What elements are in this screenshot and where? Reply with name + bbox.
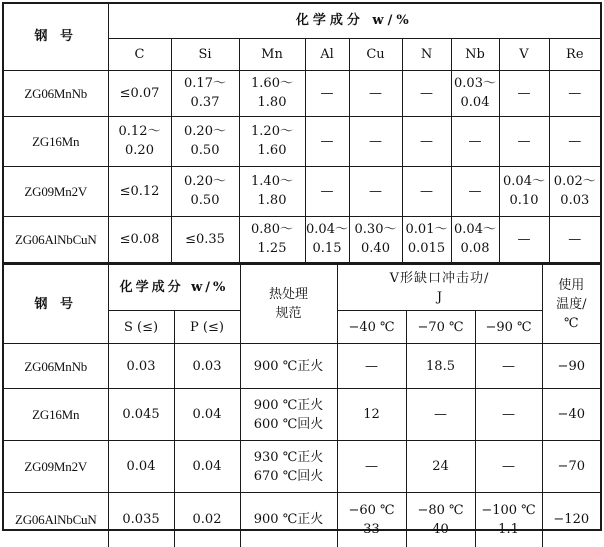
composition-cell: [239, 216, 305, 263]
impact-header: [337, 265, 542, 311]
composition-cell: [108, 216, 171, 263]
composition-cell-line: 0.10: [509, 193, 539, 208]
s-value: 0.045: [108, 389, 174, 441]
composition-cell: [171, 166, 239, 216]
composition-cell-line: 0.40: [361, 241, 390, 257]
impact-40-cell: [337, 493, 406, 547]
properties-table: [4, 264, 600, 547]
temp-header-70: −70 ℃: [406, 311, 475, 344]
s-value: 0.035: [108, 493, 174, 547]
impact-70-cell: [406, 441, 475, 493]
steel-grade-header: 钢 号: [4, 4, 108, 70]
p-value: 0.04: [174, 441, 240, 493]
composition-cell: [451, 216, 499, 263]
impact-40-cell: [337, 441, 406, 493]
impact-70-cell-line: 40: [432, 521, 449, 537]
composition-cell-line: 0.02～: [553, 174, 596, 189]
composition-cell-line: 0.04: [460, 95, 490, 110]
composition-cell: [171, 70, 239, 116]
heat-treatment-cell: [240, 441, 337, 493]
impact-40-cell: [337, 389, 406, 441]
heat-treatment-cell-line: 900 ℃正火: [253, 512, 324, 528]
composition-cell-line: —: [369, 133, 382, 149]
steel-grade: ZG16Mn: [4, 389, 108, 441]
composition-cell: [499, 166, 549, 216]
heat-treatment-cell-line: 900 ℃正火: [253, 358, 324, 374]
impact-70-cell: [406, 493, 475, 547]
element-header-si: Si: [171, 38, 239, 70]
temp-header-90: −90 ℃: [475, 311, 542, 344]
composition-cell-line: —: [420, 183, 433, 199]
element-header-nb: Nb: [451, 38, 499, 70]
composition-cell: [108, 70, 171, 116]
element-header-mn: Mn: [239, 38, 305, 70]
steel-spec-sheet: [2, 2, 602, 537]
heat-treatment-cell: [240, 389, 337, 441]
composition-cell: [402, 70, 451, 116]
chem-composition-header: 化学成分 w/%: [108, 4, 600, 38]
composition-cell-line: 0.50: [190, 193, 220, 208]
composition-cell: [305, 216, 349, 263]
impact-90-cell-line: —: [502, 407, 516, 422]
steel-grade: ZG09Mn2V: [4, 166, 108, 216]
p-value: 0.02: [174, 493, 240, 547]
composition-cell-line: 0.20～: [184, 124, 226, 139]
composition-cell: [349, 70, 402, 116]
composition-cell-line: —: [468, 133, 482, 149]
impact-40-cell-line: —: [365, 358, 379, 374]
composition-cell-line: 0.20: [125, 143, 154, 158]
composition-cell-line: 0.04～: [306, 222, 348, 238]
composition-cell-line: ≤0.35: [185, 231, 225, 247]
composition-cell-line: ≤0.12: [119, 183, 160, 199]
heat-treatment-header: [240, 265, 337, 344]
composition-cell-line: 0.03: [560, 193, 590, 208]
composition-cell-line: 1.80: [257, 193, 287, 208]
element-header-cu: Cu: [349, 38, 402, 70]
composition-cell-line: 0.015: [407, 241, 446, 257]
p-value: 0.04: [174, 389, 240, 441]
composition-cell: [549, 166, 600, 216]
impact-40-cell-line: 12: [363, 407, 380, 422]
use-temp-value: −70: [542, 441, 600, 493]
heat-treatment-cell-line: 900 ℃正火: [253, 397, 324, 413]
heat-treatment-cell: [240, 493, 337, 547]
composition-cell-line: 0.12～: [118, 124, 161, 139]
composition-cell-line: ≤0.07: [119, 85, 160, 101]
s-header: S (≤): [108, 311, 174, 344]
composition-cell: [499, 116, 549, 166]
composition-cell-line: 0.04～: [503, 174, 545, 189]
impact-70-cell-line: −80 ℃: [417, 502, 464, 518]
use-temp-header: [542, 265, 600, 344]
composition-cell-line: 0.80～: [251, 222, 293, 238]
composition-cell-line: 1.60: [257, 143, 287, 158]
table-row: [4, 389, 600, 441]
use-temp-line1: 使用: [558, 277, 585, 293]
composition-cell-line: 0.15: [312, 241, 342, 257]
heat-treatment-cell: [240, 344, 337, 389]
composition-cell-line: —: [568, 133, 582, 149]
composition-cell: [171, 216, 239, 263]
steel-grade: ZG06MnNb: [4, 70, 108, 116]
composition-cell-line: 0.50: [190, 143, 220, 158]
composition-cell-line: 0.04～: [454, 222, 496, 238]
composition-cell-line: —: [420, 133, 433, 149]
composition-cell: [305, 116, 349, 166]
impact-40-cell: [337, 344, 406, 389]
steel-grade: ZG09Mn2V: [4, 441, 108, 493]
composition-cell: [549, 116, 600, 166]
heat-header-line2: 规范: [275, 306, 302, 321]
composition-cell: [108, 116, 171, 166]
steel-grade: ZG06MnNb: [4, 344, 108, 389]
impact-90-cell-line: −100 ℃: [481, 502, 536, 518]
use-temp-value: −120: [542, 493, 600, 547]
composition-cell-line: —: [568, 231, 582, 247]
composition-cell-line: —: [320, 183, 334, 199]
element-header-v: V: [499, 38, 549, 70]
impact-70-cell: [406, 344, 475, 389]
impact-40-cell-line: —: [365, 459, 379, 474]
table-row: [4, 216, 600, 263]
composition-cell-line: 0.08: [460, 241, 490, 257]
composition-cell-line: —: [320, 133, 334, 149]
table-row: [4, 493, 600, 547]
element-header-c: C: [108, 38, 171, 70]
impact-70-cell: [406, 389, 475, 441]
chemical-composition-table: [4, 4, 600, 264]
use-temp-line3: ℃: [563, 315, 579, 331]
composition-cell-line: —: [468, 183, 482, 199]
composition-cell-line: 0.20～: [184, 174, 226, 189]
use-temp-value: −90: [542, 344, 600, 389]
composition-cell-line: 1.80: [257, 95, 287, 110]
impact-90-cell-line: —: [502, 459, 516, 474]
impact-90-cell: [475, 389, 542, 441]
composition-cell: [239, 116, 305, 166]
impact-90-cell-line: —: [502, 358, 516, 374]
impact-40-cell-line: −60 ℃: [348, 502, 395, 518]
element-header-re: Re: [549, 38, 600, 70]
impact-70-cell-line: 18.5: [426, 358, 455, 374]
composition-cell: [108, 166, 171, 216]
table-row: [4, 344, 600, 389]
composition-cell: [402, 166, 451, 216]
composition-cell-line: —: [517, 85, 531, 101]
p-header: P (≤): [174, 311, 240, 344]
composition-cell: [549, 70, 600, 116]
composition-cell-line: —: [420, 85, 433, 101]
composition-cell-line: —: [517, 231, 531, 247]
composition-cell-line: —: [369, 183, 382, 199]
composition-cell: [549, 216, 600, 263]
composition-cell: [171, 116, 239, 166]
composition-cell: [499, 216, 549, 263]
use-temp-value: −40: [542, 389, 600, 441]
table-row: [4, 166, 600, 216]
composition-cell-line: 0.30～: [354, 222, 397, 238]
heat-treatment-cell-line: 600 ℃回火: [253, 416, 324, 432]
composition-cell-line: —: [320, 85, 334, 101]
composition-cell: [305, 70, 349, 116]
impact-70-cell-line: 24: [432, 459, 449, 474]
composition-cell-line: 0.03～: [454, 76, 496, 91]
composition-cell-line: 0.17～: [184, 76, 226, 91]
impact-90-cell: [475, 344, 542, 389]
steel-grade: ZG06AlNbCuN: [4, 493, 108, 547]
impact-90-cell: [475, 493, 542, 547]
chem-header-2: 化学成分 w/%: [108, 265, 240, 311]
impact-header-line1: V形缺口冲击功/: [389, 270, 490, 286]
composition-cell-line: 1.20～: [251, 124, 293, 139]
composition-cell: [349, 216, 402, 263]
heat-treatment-cell-line: 670 ℃回火: [253, 468, 324, 484]
table-row: [4, 116, 600, 166]
p-value: 0.03: [174, 344, 240, 389]
heat-header-line1: 热处理: [269, 287, 309, 302]
composition-cell-line: 1.60～: [251, 76, 293, 91]
impact-40-cell-line: 33: [363, 521, 380, 537]
composition-cell: [349, 116, 402, 166]
heat-treatment-cell-line: 930 ℃正火: [253, 449, 324, 465]
steel-grade-header-2: 钢 号: [4, 265, 108, 344]
impact-header-line2: J: [436, 289, 443, 305]
composition-cell: [402, 216, 451, 263]
s-value: 0.04: [108, 441, 174, 493]
impact-90-cell: [475, 441, 542, 493]
composition-cell: [451, 166, 499, 216]
composition-cell: [402, 116, 451, 166]
table-row: [4, 441, 600, 493]
composition-cell: [349, 166, 402, 216]
composition-cell: [451, 116, 499, 166]
impact-70-cell-line: —: [434, 407, 448, 422]
composition-cell-line: 1.40～: [251, 174, 293, 189]
composition-cell-line: 0.37: [190, 95, 220, 110]
composition-cell: [499, 70, 549, 116]
element-header-n: N: [402, 38, 451, 70]
impact-90-cell-line: 1.1: [498, 521, 519, 537]
composition-cell: [239, 166, 305, 216]
composition-cell: [239, 70, 305, 116]
steel-grade: ZG16Mn: [4, 116, 108, 166]
table-row: [4, 70, 600, 116]
s-value: 0.03: [108, 344, 174, 389]
composition-cell-line: —: [568, 85, 582, 101]
element-header-al: Al: [305, 38, 349, 70]
composition-cell-line: 1.25: [257, 241, 287, 257]
temp-header-40: −40 ℃: [337, 311, 406, 344]
composition-cell-line: —: [517, 133, 531, 149]
steel-grade: ZG06AlNbCuN: [4, 216, 108, 263]
composition-cell-line: 0.01～: [405, 222, 448, 238]
use-temp-line2: 温度/: [556, 296, 587, 312]
composition-cell: [451, 70, 499, 116]
composition-cell: [305, 166, 349, 216]
composition-cell-line: —: [369, 85, 382, 101]
composition-cell-line: ≤0.08: [119, 231, 160, 247]
